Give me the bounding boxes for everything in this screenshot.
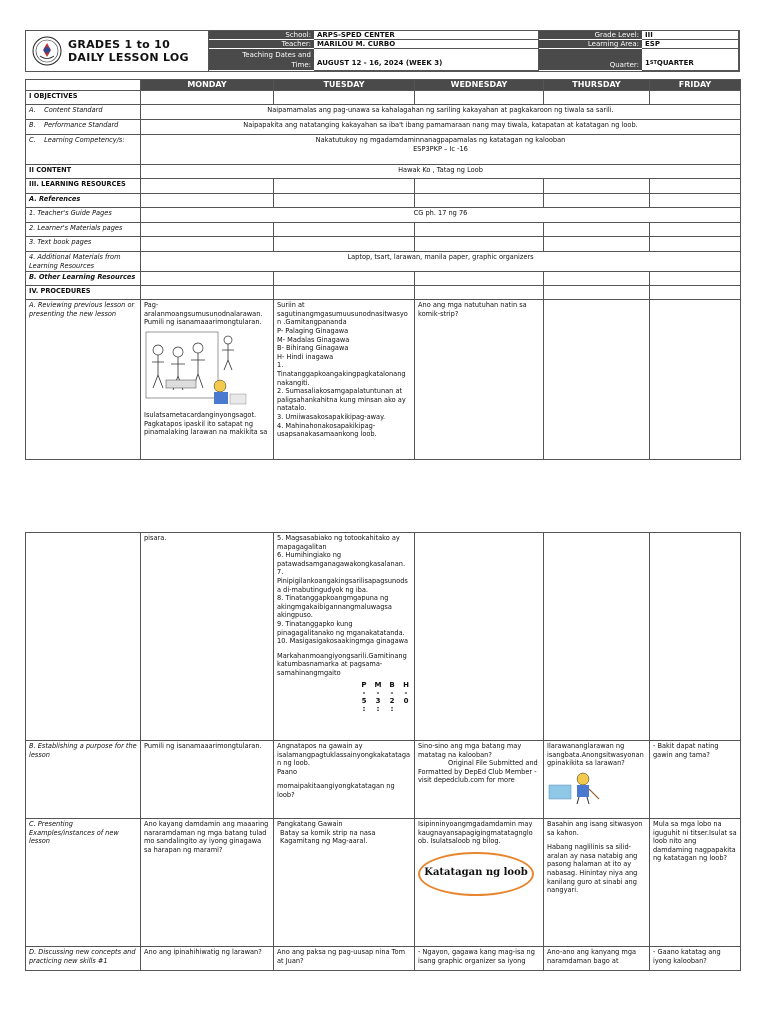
section-resources: III. LEARNING RESOURCES (26, 179, 141, 194)
score-letter: P (361, 680, 367, 689)
dates-label (209, 49, 314, 71)
tuesday-purpose-text: Angnatapos na gawain ay isalamangpagtuklassainyongkakatataga n ng loob. (277, 742, 411, 768)
wednesday-presenting-text: Isipinninyoangmgadamdamin may kaugnayansapagigingmatatagnglo ob. Isulatsaloob ng bilog. (418, 820, 533, 846)
competency-line1: Nakatutukoy ng mgadamdaminnanagpapamalas ng katatagan ng kalooban (315, 136, 566, 144)
table-row (26, 135, 741, 165)
table-row (26, 533, 741, 741)
header-info-grid (209, 31, 739, 71)
tuesday-review-item: 5. Magsasabiako ng totookahitako ay mapagagalitan (277, 534, 400, 551)
teachers-guide-value: CG ph. 17 ng 76 (141, 208, 741, 223)
monday-review-top: Pag-aralanmoangsumusunodnalarawan. Pumili ng isanamaaarimongtularan. (144, 301, 263, 327)
table-row (26, 741, 741, 819)
learners-materials-label: 2. Learner's Materials pages (26, 223, 141, 237)
tuesday-review-item: 1. Tinatanggapkoangakingpagkatalonang nakangiti. (277, 361, 406, 387)
lesson-table-part2 (25, 532, 741, 971)
lesson-table-part1 (25, 79, 741, 460)
thursday-purpose (544, 741, 650, 819)
blank-cell (141, 272, 274, 286)
deped-seal-icon (32, 36, 62, 66)
blank-cell (141, 223, 274, 237)
corner-cell (26, 80, 141, 91)
presenting-label: C. Presenting Examples/instances of new lesson (26, 819, 141, 947)
day-header: WEDNESDAY (415, 80, 544, 91)
thursday-presenting (544, 819, 650, 947)
tuesday-presenting-text: Batay sa komik strip na nasa Kagamitang ng Mag-aaral. (280, 828, 376, 846)
wednesday-purpose-text: Sino-sino ang mga batang may matatag na kalooban? (418, 742, 522, 759)
blank-cell (650, 179, 741, 194)
dates-label-line1: Teaching Dates and (242, 51, 311, 59)
dll-header (25, 30, 740, 72)
score-letter: M (374, 680, 382, 689)
section-objectives: I OBJECTIVES (26, 91, 141, 105)
monday-review-continued: pisara. (141, 533, 274, 741)
blank-cell (274, 286, 415, 300)
table-row (26, 252, 741, 272)
tuesday-review-scoring: Markahanmoangiyongsarili.Gamitinang katumbasnamarka at pagsama-samahinangmgaito (277, 651, 407, 677)
source-credit-note: Original File Submitted and Formatted by DepEd Club Member - visit depedclub.com for more (418, 759, 538, 785)
dates-label-line2: Time: (291, 61, 311, 69)
school-label: School: (209, 31, 314, 40)
monday-discussing: Ano ang ipinahihiwatig ng larawan? (141, 947, 274, 971)
monday-purpose: Pumili ng isanamaaarimongtularan. (141, 741, 274, 819)
blank-cell (415, 237, 544, 252)
table-row (26, 105, 741, 120)
tuesday-review-key: M- Madalas Ginagawa (277, 335, 350, 344)
blank-cell (415, 179, 544, 194)
grade-value: III (642, 31, 739, 40)
blank-cell (274, 237, 415, 252)
blank-cell (141, 91, 274, 105)
score-value: 2 (389, 696, 395, 705)
area-label: Learning Area: (539, 40, 642, 49)
wednesday-presenting (415, 819, 544, 947)
blank-cell (650, 237, 741, 252)
tuesday-review-item: 4. Mahinahonakosapakikipag-usapsanakasamaankong loob. (277, 421, 377, 439)
blank-cell (650, 533, 741, 741)
score-letter: H (403, 680, 409, 689)
blank-cell (141, 194, 274, 208)
classroom-illustration (144, 330, 268, 408)
wednesday-discussing: - Ngayon, gagawa kang mag-isa ng isang graphic organizer sa iyong (415, 947, 544, 971)
blank-cell (650, 91, 741, 105)
child-cleaning-illustration (547, 771, 603, 805)
wednesday-purpose (415, 741, 544, 819)
table-row (26, 120, 741, 135)
competency-code: ESP3PKP – Ic -16 (413, 144, 468, 153)
school-value: ARPS-SPED CENTER (314, 31, 539, 40)
tuesday-review-item: 9. Tinatanggapko kung pinagagalitanako ng mganakatatanda. (277, 619, 405, 637)
score-dash: - (362, 688, 366, 697)
blank-cell (415, 194, 544, 208)
table-row (26, 194, 741, 208)
blank-cell (544, 91, 650, 105)
score-dash: - (390, 688, 394, 697)
blank-cell (274, 272, 415, 286)
content-standard-label: A. Content Standard (26, 105, 141, 120)
tuesday-review-item: 8. Tinatanggapkoangmgapuna ng akingmgakaibigannangmaluwagsa akingpuso. (277, 594, 392, 620)
teacher-label: Teacher: (209, 40, 314, 49)
score-value: 3 (375, 696, 381, 705)
additional-materials-label: 4. Additional Materials from Learning Resources (26, 252, 141, 272)
blank-cell (650, 194, 741, 208)
tuesday-purpose (274, 741, 415, 819)
tuesday-review-item: 3. Umiiwasakosapakikipag-away. (277, 412, 386, 421)
friday-purpose: - Bakit dapat nating gawin ang tama? (650, 741, 741, 819)
blank-cell (274, 223, 415, 237)
blank-cell (650, 286, 741, 300)
blank-cell (544, 286, 650, 300)
thursday-discussing: Ano-ano ang kanyang mga naramdaman bago at (544, 947, 650, 971)
tuesday-review (274, 300, 415, 460)
quarter-suffix: ST (649, 60, 657, 66)
thursday-presenting-situation: Habang naglilinis sa silid-aralan ay nasa natabig ang pasong halaman at ito ay nabasag. Hinintay niya ang kanilang guro at sinabi ang nangyari. (547, 843, 638, 895)
review-label: A. Reviewing previous lesson or presenting the new lesson (26, 300, 141, 460)
blank-cell (544, 300, 650, 460)
table-row (26, 208, 741, 223)
tuesday-purpose-text: Paano (277, 767, 297, 776)
purpose-label: B. Establishing a purpose for the lesson (26, 741, 141, 819)
tuesday-review-intro: Suriin at sagutinangmgasumuusunodnasitwasyo n .Gamitangpananda (277, 301, 408, 327)
score-dash: - (376, 688, 380, 697)
blank-cell (141, 286, 274, 300)
content-standard-value: Naipamamalas ang pag-unawa sa kahalagahan ng sariling kakayahan at pagkakaroon ng tiwala sa sarili. (141, 105, 741, 120)
teacher-value: MARILOU M. CURBO (314, 40, 539, 49)
table-row (26, 179, 741, 194)
table-row (26, 947, 741, 971)
tuesday-review-item: 10. Masigasigakosaakingmga ginagawa (277, 637, 409, 646)
blank-cell (544, 237, 650, 252)
table-row (26, 300, 741, 460)
blank-cell (141, 179, 274, 194)
competency-value (141, 135, 741, 165)
tuesday-review-continued (274, 533, 415, 741)
wednesday-review: Ano ang mga natutuhan natin sa komik-strip? (415, 300, 544, 460)
day-header: MONDAY (141, 80, 274, 91)
blank-cell (544, 179, 650, 194)
table-row (26, 223, 741, 237)
tuesday-review-item: 2. Sumasaliakosamgapalatuntunan at paligsahankahitna kung minsan ako ay natatalo. (277, 387, 406, 413)
tuesday-purpose-text: momaipakitaangiyongkatatagan ng loob? (277, 782, 395, 799)
section-content: II CONTENT (26, 165, 141, 179)
textbook-label: 3. Text book pages (26, 237, 141, 252)
blank-cell (544, 223, 650, 237)
score-colon: : (362, 704, 366, 713)
thursday-purpose-text: Ilarawananglarawan ng isangbata.Anongsitwasyonan gpinakikita sa larawan? (547, 742, 644, 768)
table-row (26, 165, 741, 179)
references-label: A. References (26, 194, 141, 208)
competency-label: C. Learning Competency/s: (26, 135, 141, 165)
blank-cell (650, 272, 741, 286)
tuesday-review-key: B- Bihirang Ginagawa (277, 344, 349, 353)
quarter-label: Quarter: (539, 49, 642, 71)
table-row (26, 272, 741, 286)
thursday-presenting-intro: Basahin ang isang sitwasyon sa kahon. (547, 820, 643, 837)
title-line-2: DAILY LESSON LOG (68, 51, 189, 64)
friday-discussing: - Gaano katatag ang iyong kalooban? (650, 947, 741, 971)
table-row (26, 286, 741, 300)
katatagan-oval: Katatagan ng loob (418, 852, 534, 896)
day-header: FRIDAY (650, 80, 741, 91)
score-colon: : (376, 704, 380, 713)
friday-presenting: Mula sa mga lobo na iguguhit ni titser.Isulat sa loob nito ang damdaming nagpapakita ng katatagan ng loob? (650, 819, 741, 947)
monday-presenting: Ano kayang damdamin ang maaaring nararamdaman ng mga batang tulad mo sandalingito ay iyong ginagawa sa harapan ng marami? (141, 819, 274, 947)
blank-cell (274, 194, 415, 208)
score-letter: B (389, 680, 395, 689)
header-title-block (26, 31, 209, 71)
quarter-number: 1 (645, 59, 650, 67)
content-value: Hawak Ko , Tatag ng Loob (141, 165, 741, 179)
blank-cell (415, 91, 544, 105)
other-resources-label: B. Other Learning Resources (26, 272, 141, 286)
table-row (26, 91, 741, 105)
title-line-1: GRADES 1 to 10 (68, 38, 171, 51)
days-header-row (26, 80, 741, 91)
blank-cell (415, 286, 544, 300)
blank-cell (274, 91, 415, 105)
tuesday-review-item: 7. Pinipigilankoangakingsarilisapagsunods a di-mabutingudyok ng iba. (277, 568, 408, 594)
performance-standard-label: B. Performance Standard (26, 120, 141, 135)
score-key (357, 681, 411, 713)
blank-cell (650, 300, 741, 460)
score-colon: : (390, 704, 394, 713)
table-row (26, 237, 741, 252)
tuesday-presenting-title: Pangkatang Gawain (277, 820, 343, 828)
performance-standard-value: Naipapakita ang natatanging kakayahan sa iba't ibang pamamaraan nang may tiwala, katapatan at katatagan ng loob. (141, 120, 741, 135)
score-value: 5 (361, 696, 367, 705)
page-title (68, 38, 189, 64)
discussing-label: D. Discussing new concepts and practicing new skills #1 (26, 947, 141, 971)
tuesday-discussing: Ano ang paksa ng pag-uusap nina Tom at Juan? (274, 947, 415, 971)
tuesday-presenting (274, 819, 415, 947)
table-row (26, 819, 741, 947)
score-dash: - (404, 688, 408, 697)
blank-cell (415, 272, 544, 286)
dates-value: AUGUST 12 - 16, 2024 (WEEK 3) (314, 49, 539, 71)
additional-materials-value: Laptop, tsart, larawan, manila paper, graphic organizers (141, 252, 741, 272)
teachers-guide-label: 1. Teacher's Guide Pages (26, 208, 141, 223)
blank-cell (544, 533, 650, 741)
grade-label: Grade Level: (539, 31, 642, 40)
area-value: ESP (642, 40, 739, 49)
quarter-text: QUARTER (656, 59, 694, 67)
blank-cell (415, 533, 544, 741)
tuesday-review-item: 6. Humihingiako ng patawadsamganagawakongkasalanan. (277, 551, 406, 568)
blank-cell (415, 223, 544, 237)
tuesday-review-key: H- Hindi inagawa (277, 352, 334, 361)
monday-review-bottom: Isulatsametacardanginyongsagot. Pagkatapos ipaskil ito satapat ng pinamalaking larawan na makikita sa (144, 410, 268, 437)
section-procedures: IV. PROCEDURES (26, 286, 141, 300)
quarter-value (642, 49, 739, 71)
day-header: THURSDAY (544, 80, 650, 91)
blank-cell (544, 272, 650, 286)
score-value: 0 (403, 696, 409, 705)
monday-review (141, 300, 274, 460)
day-header: TUESDAY (274, 80, 415, 91)
blank-cell (650, 223, 741, 237)
blank-cell (26, 533, 141, 741)
blank-cell (274, 179, 415, 194)
blank-cell (544, 194, 650, 208)
blank-cell (141, 237, 274, 252)
score-colon (399, 705, 413, 713)
tuesday-review-key: P- Palaging Ginagawa (277, 326, 349, 335)
